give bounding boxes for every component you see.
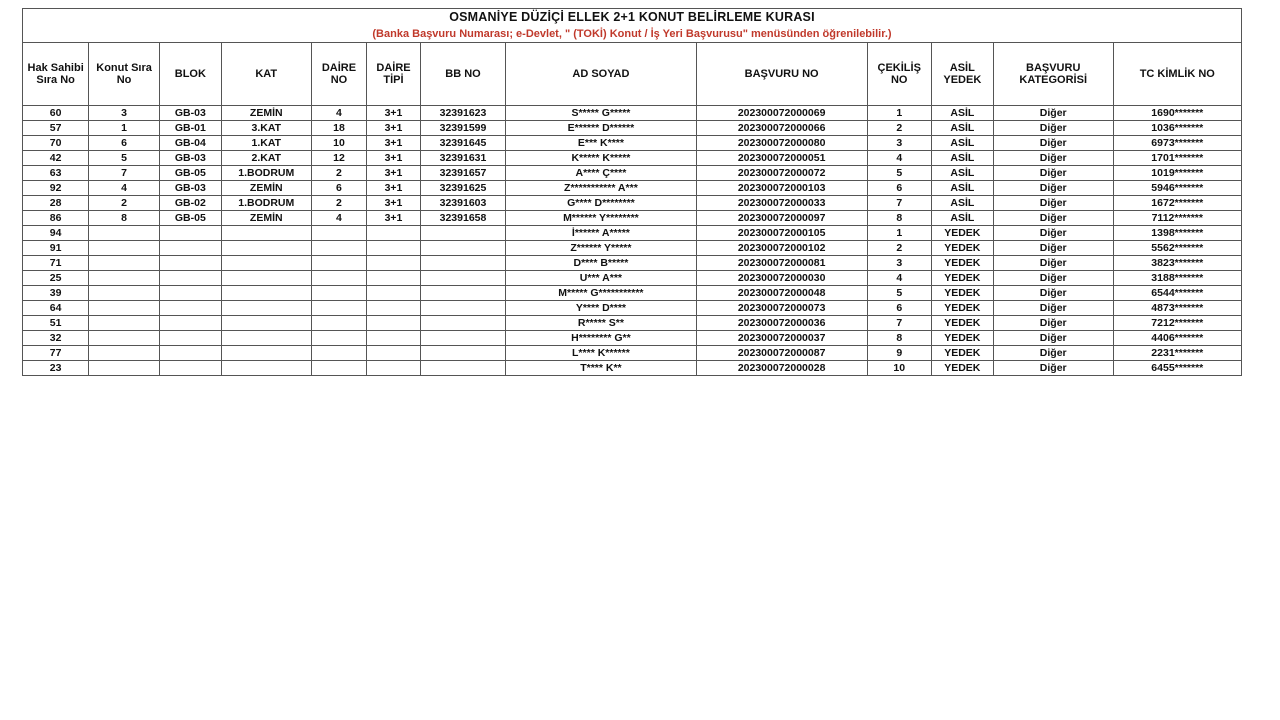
cell-konut-sira-no: 3 [89,106,160,121]
cell-basvuru-no: 202300072000080 [696,136,867,151]
cell-basvuru-kategorisi: Diğer [993,346,1113,361]
cell-blok: GB-05 [159,166,221,181]
table-row [23,256,1242,271]
cell-ad-soyad: E*** K**** [506,136,696,151]
cell-daire-no: 4 [311,106,367,121]
cell-asil-yedek: ASİL [931,121,993,136]
table-row [23,361,1242,376]
cell-ad-soyad: U*** A*** [506,271,696,286]
cell-daire-no [311,301,367,316]
cell-kat [221,226,311,241]
column-header-blok: BLOK [159,43,221,106]
column-header-bb-no: BB NO [420,43,506,106]
cell-hak-sahibi-sira-no: 71 [23,256,89,271]
cell-blok: GB-05 [159,211,221,226]
cell-daire-tipi [367,241,420,256]
cell-blok: GB-01 [159,121,221,136]
cell-bb-no: 32391625 [420,181,506,196]
cell-basvuru-no: 202300072000030 [696,271,867,286]
cell-blok [159,301,221,316]
cell-daire-tipi [367,226,420,241]
cell-tc-kimlik-no: 7212******* [1113,316,1241,331]
cell-ad-soyad: Z*********** A*** [506,181,696,196]
cell-hak-sahibi-sira-no: 32 [23,331,89,346]
table-body [23,9,1242,376]
cell-basvuru-no: 202300072000028 [696,361,867,376]
cell-cekilis-no: 8 [867,211,931,226]
cell-daire-no: 10 [311,136,367,151]
cell-ad-soyad: T**** K** [506,361,696,376]
cell-konut-sira-no [89,256,160,271]
cell-bb-no [420,316,506,331]
cell-basvuru-kategorisi: Diğer [993,301,1113,316]
cell-daire-tipi: 3+1 [367,151,420,166]
cell-bb-no: 32391603 [420,196,506,211]
cell-asil-yedek: ASİL [931,211,993,226]
column-header-daire-tipi: DAİRE TİPİ [367,43,420,106]
cell-asil-yedek: ASİL [931,166,993,181]
cell-hak-sahibi-sira-no: 28 [23,196,89,211]
cell-asil-yedek: YEDEK [931,331,993,346]
column-header-tc-kimlik-no: TC KİMLİK NO [1113,43,1241,106]
cell-hak-sahibi-sira-no: 23 [23,361,89,376]
cell-daire-tipi [367,301,420,316]
cell-blok: GB-04 [159,136,221,151]
cell-daire-no [311,226,367,241]
cell-tc-kimlik-no: 3188******* [1113,271,1241,286]
cell-asil-yedek: YEDEK [931,361,993,376]
cell-hak-sahibi-sira-no: 70 [23,136,89,151]
cell-blok [159,346,221,361]
cell-kat [221,346,311,361]
table-row [23,346,1242,361]
cell-basvuru-no: 202300072000073 [696,301,867,316]
cell-konut-sira-no: 8 [89,211,160,226]
cell-hak-sahibi-sira-no: 25 [23,271,89,286]
cell-tc-kimlik-no: 1036******* [1113,121,1241,136]
cell-cekilis-no: 1 [867,226,931,241]
cell-hak-sahibi-sira-no: 51 [23,316,89,331]
cell-cekilis-no: 3 [867,136,931,151]
cell-kat [221,241,311,256]
cell-blok: GB-03 [159,106,221,121]
cell-asil-yedek: YEDEK [931,301,993,316]
cell-konut-sira-no: 2 [89,196,160,211]
title-row [23,9,1242,43]
cell-cekilis-no: 2 [867,121,931,136]
title-cell [23,9,1242,43]
cell-asil-yedek: ASİL [931,151,993,166]
cell-kat [221,301,311,316]
cell-daire-tipi [367,286,420,301]
cell-asil-yedek: YEDEK [931,226,993,241]
cell-tc-kimlik-no: 4873******* [1113,301,1241,316]
cell-ad-soyad: S***** G***** [506,106,696,121]
cell-tc-kimlik-no: 3823******* [1113,256,1241,271]
cell-blok: GB-03 [159,151,221,166]
cell-daire-no: 12 [311,151,367,166]
cell-basvuru-kategorisi: Diğer [993,361,1113,376]
cell-kat [221,361,311,376]
table-row [23,286,1242,301]
cell-daire-no [311,316,367,331]
cell-ad-soyad: M***** G*********** [506,286,696,301]
cell-basvuru-kategorisi: Diğer [993,151,1113,166]
cell-basvuru-no: 202300072000103 [696,181,867,196]
cell-daire-tipi: 3+1 [367,136,420,151]
cell-basvuru-no: 202300072000087 [696,346,867,361]
cell-ad-soyad: R***** S** [506,316,696,331]
cell-daire-tipi [367,256,420,271]
cell-basvuru-kategorisi: Diğer [993,316,1113,331]
cell-asil-yedek: YEDEK [931,286,993,301]
cell-cekilis-no: 4 [867,271,931,286]
cell-tc-kimlik-no: 1701******* [1113,151,1241,166]
cell-basvuru-kategorisi: Diğer [993,166,1113,181]
cell-cekilis-no: 6 [867,301,931,316]
cell-asil-yedek: ASİL [931,196,993,211]
table-row [23,166,1242,181]
table-row [23,301,1242,316]
cell-kat [221,331,311,346]
document-title: OSMANİYE DÜZİÇİ ELLEK 2+1 KONUT BELİRLEME KURASI [449,10,815,24]
cell-hak-sahibi-sira-no: 63 [23,166,89,181]
cell-basvuru-kategorisi: Diğer [993,256,1113,271]
cell-cekilis-no: 5 [867,286,931,301]
cell-tc-kimlik-no: 1672******* [1113,196,1241,211]
cell-daire-no: 2 [311,166,367,181]
cell-ad-soyad: D**** B***** [506,256,696,271]
cell-hak-sahibi-sira-no: 92 [23,181,89,196]
cell-kat: ZEMİN [221,106,311,121]
column-header-basvuru-kategorisi: BAŞVURU KATEGORİSİ [993,43,1113,106]
cell-daire-tipi: 3+1 [367,121,420,136]
cell-hak-sahibi-sira-no: 64 [23,301,89,316]
cell-asil-yedek: YEDEK [931,271,993,286]
cell-blok [159,241,221,256]
cell-hak-sahibi-sira-no: 94 [23,226,89,241]
table-row [23,196,1242,211]
cell-kat [221,286,311,301]
cell-kat: ZEMİN [221,181,311,196]
cell-basvuru-no: 202300072000102 [696,241,867,256]
table-row [23,241,1242,256]
cell-tc-kimlik-no: 5946******* [1113,181,1241,196]
cell-ad-soyad: A**** Ç**** [506,166,696,181]
cell-basvuru-no: 202300072000033 [696,196,867,211]
cell-daire-no: 4 [311,211,367,226]
cell-tc-kimlik-no: 1019******* [1113,166,1241,181]
cell-basvuru-kategorisi: Diğer [993,241,1113,256]
cell-daire-tipi: 3+1 [367,106,420,121]
cell-hak-sahibi-sira-no: 91 [23,241,89,256]
cell-cekilis-no: 6 [867,181,931,196]
cell-asil-yedek: ASİL [931,181,993,196]
column-header-hak-sahibi-sira-no: Hak Sahibi Sıra No [23,43,89,106]
cell-cekilis-no: 3 [867,256,931,271]
table-header-row [23,43,1242,106]
cell-konut-sira-no [89,226,160,241]
cell-bb-no [420,241,506,256]
cell-blok [159,271,221,286]
cell-ad-soyad: K***** K***** [506,151,696,166]
cell-basvuru-kategorisi: Diğer [993,106,1113,121]
cell-ad-soyad: M****** Y******** [506,211,696,226]
cell-tc-kimlik-no: 4406******* [1113,331,1241,346]
document-container [22,8,1242,376]
cell-daire-no: 2 [311,196,367,211]
cell-bb-no [420,331,506,346]
cell-daire-tipi [367,316,420,331]
cell-kat: 2.KAT [221,151,311,166]
cell-tc-kimlik-no: 1690******* [1113,106,1241,121]
column-header-basvuru-no: BAŞVURU NO [696,43,867,106]
cell-basvuru-kategorisi: Diğer [993,121,1113,136]
cell-cekilis-no: 2 [867,241,931,256]
cell-konut-sira-no [89,241,160,256]
table-row [23,151,1242,166]
table-row [23,136,1242,151]
cell-ad-soyad: H******** G** [506,331,696,346]
cell-daire-no [311,256,367,271]
table-row [23,271,1242,286]
cell-daire-tipi: 3+1 [367,196,420,211]
kura-table [22,8,1242,376]
cell-asil-yedek: YEDEK [931,346,993,361]
cell-basvuru-no: 202300072000069 [696,106,867,121]
cell-hak-sahibi-sira-no: 42 [23,151,89,166]
cell-basvuru-no: 202300072000072 [696,166,867,181]
cell-basvuru-no: 202300072000036 [696,316,867,331]
table-row [23,316,1242,331]
cell-basvuru-kategorisi: Diğer [993,271,1113,286]
cell-daire-tipi [367,271,420,286]
cell-asil-yedek: ASİL [931,106,993,121]
cell-basvuru-kategorisi: Diğer [993,286,1113,301]
cell-tc-kimlik-no: 6455******* [1113,361,1241,376]
cell-konut-sira-no [89,286,160,301]
cell-ad-soyad: L**** K****** [506,346,696,361]
cell-kat: 1.BODRUM [221,196,311,211]
cell-bb-no: 32391623 [420,106,506,121]
column-header-asil-yedek: ASİL YEDEK [931,43,993,106]
cell-asil-yedek: YEDEK [931,256,993,271]
cell-konut-sira-no: 5 [89,151,160,166]
cell-blok [159,361,221,376]
column-header-cekilis-no: ÇEKİLİŞ NO [867,43,931,106]
column-header-ad-soyad: AD SOYAD [506,43,696,106]
cell-basvuru-kategorisi: Diğer [993,136,1113,151]
cell-kat: ZEMİN [221,211,311,226]
cell-blok [159,226,221,241]
cell-hak-sahibi-sira-no: 57 [23,121,89,136]
cell-konut-sira-no [89,361,160,376]
cell-bb-no [420,271,506,286]
cell-daire-no: 6 [311,181,367,196]
cell-kat [221,256,311,271]
cell-blok [159,316,221,331]
cell-kat: 1.BODRUM [221,166,311,181]
cell-hak-sahibi-sira-no: 77 [23,346,89,361]
cell-basvuru-no: 202300072000051 [696,151,867,166]
cell-kat [221,316,311,331]
cell-blok: GB-02 [159,196,221,211]
cell-daire-no [311,271,367,286]
table-row [23,331,1242,346]
cell-bb-no: 32391631 [420,151,506,166]
cell-konut-sira-no [89,316,160,331]
cell-basvuru-kategorisi: Diğer [993,181,1113,196]
cell-tc-kimlik-no: 7112******* [1113,211,1241,226]
cell-basvuru-kategorisi: Diğer [993,331,1113,346]
column-header-konut-sira-no: Konut Sıra No [89,43,160,106]
cell-bb-no: 32391599 [420,121,506,136]
cell-daire-no: 18 [311,121,367,136]
table-row [23,121,1242,136]
cell-bb-no [420,361,506,376]
cell-cekilis-no: 7 [867,196,931,211]
cell-blok [159,286,221,301]
cell-bb-no [420,226,506,241]
cell-cekilis-no: 8 [867,331,931,346]
cell-cekilis-no: 10 [867,361,931,376]
cell-bb-no [420,301,506,316]
cell-basvuru-no: 202300072000105 [696,226,867,241]
cell-daire-tipi: 3+1 [367,181,420,196]
cell-bb-no: 32391645 [420,136,506,151]
cell-ad-soyad: İ****** A***** [506,226,696,241]
cell-basvuru-no: 202300072000066 [696,121,867,136]
cell-basvuru-no: 202300072000081 [696,256,867,271]
cell-bb-no [420,256,506,271]
cell-basvuru-kategorisi: Diğer [993,196,1113,211]
cell-tc-kimlik-no: 6544******* [1113,286,1241,301]
cell-basvuru-no: 202300072000097 [696,211,867,226]
table-row [23,211,1242,226]
cell-cekilis-no: 4 [867,151,931,166]
cell-blok [159,256,221,271]
cell-bb-no [420,346,506,361]
cell-basvuru-kategorisi: Diğer [993,226,1113,241]
cell-konut-sira-no [89,271,160,286]
cell-asil-yedek: YEDEK [931,316,993,331]
cell-asil-yedek: YEDEK [931,241,993,256]
column-header-daire-no: DAİRE NO [311,43,367,106]
cell-basvuru-no: 202300072000048 [696,286,867,301]
cell-blok [159,331,221,346]
cell-daire-no [311,346,367,361]
cell-bb-no [420,286,506,301]
cell-tc-kimlik-no: 1398******* [1113,226,1241,241]
cell-cekilis-no: 9 [867,346,931,361]
table-row [23,226,1242,241]
cell-konut-sira-no: 1 [89,121,160,136]
cell-konut-sira-no [89,301,160,316]
cell-daire-tipi [367,361,420,376]
cell-konut-sira-no [89,331,160,346]
cell-hak-sahibi-sira-no: 60 [23,106,89,121]
cell-konut-sira-no: 4 [89,181,160,196]
cell-tc-kimlik-no: 5562******* [1113,241,1241,256]
cell-cekilis-no: 5 [867,166,931,181]
cell-blok: GB-03 [159,181,221,196]
cell-konut-sira-no [89,346,160,361]
cell-ad-soyad: Z****** Y***** [506,241,696,256]
cell-daire-no [311,286,367,301]
cell-ad-soyad: G**** D******** [506,196,696,211]
cell-basvuru-no: 202300072000037 [696,331,867,346]
cell-daire-tipi [367,346,420,361]
cell-tc-kimlik-no: 2231******* [1113,346,1241,361]
cell-ad-soyad: Y**** D**** [506,301,696,316]
cell-cekilis-no: 7 [867,316,931,331]
cell-bb-no: 32391658 [420,211,506,226]
table-row [23,181,1242,196]
column-header-kat: KAT [221,43,311,106]
document-subtitle: (Banka Başvuru Numarası; e-Devlet, " (TOKİ) Konut / İş Yeri Başvurusu" menüsünden öğrenilebilir.) [372,27,892,40]
cell-kat: 1.KAT [221,136,311,151]
cell-hak-sahibi-sira-no: 39 [23,286,89,301]
cell-konut-sira-no: 6 [89,136,160,151]
cell-bb-no: 32391657 [420,166,506,181]
cell-konut-sira-no: 7 [89,166,160,181]
cell-daire-no [311,241,367,256]
cell-cekilis-no: 1 [867,106,931,121]
cell-daire-tipi [367,331,420,346]
cell-basvuru-kategorisi: Diğer [993,211,1113,226]
cell-daire-no [311,361,367,376]
cell-asil-yedek: ASİL [931,136,993,151]
cell-daire-no [311,331,367,346]
cell-daire-tipi: 3+1 [367,166,420,181]
cell-daire-tipi: 3+1 [367,211,420,226]
cell-ad-soyad: E****** D****** [506,121,696,136]
cell-hak-sahibi-sira-no: 86 [23,211,89,226]
cell-tc-kimlik-no: 6973******* [1113,136,1241,151]
table-row [23,106,1242,121]
cell-kat [221,271,311,286]
cell-kat: 3.KAT [221,121,311,136]
